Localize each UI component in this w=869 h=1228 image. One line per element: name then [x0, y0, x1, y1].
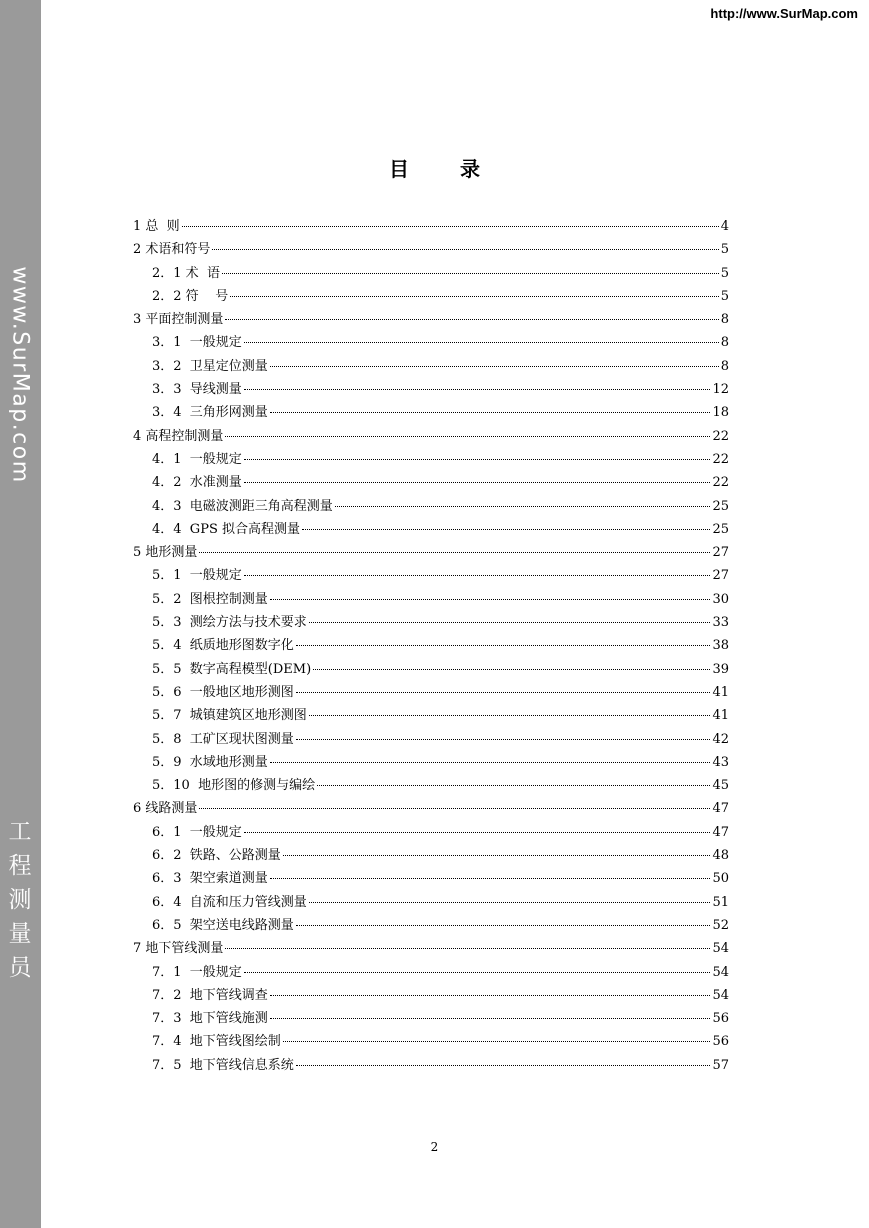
toc-entry-page: 22 [712, 475, 729, 491]
toc-entry[interactable] [133, 564, 729, 587]
table-of-contents [133, 215, 729, 1077]
toc-entry[interactable] [133, 914, 729, 937]
toc-entry[interactable] [133, 658, 729, 681]
toc-entry-label: 2．1 术 语 [152, 265, 220, 281]
sidebar-name-char: 测 [8, 887, 32, 913]
toc-entry[interactable] [133, 844, 729, 867]
toc-entry[interactable] [133, 728, 729, 751]
toc-leader-dots [244, 389, 711, 390]
toc-entry-page: 54 [712, 941, 729, 957]
toc-entry-page: 56 [712, 1011, 729, 1027]
toc-leader-dots [270, 1018, 711, 1019]
toc-entry-label: 3 平面控制测量 [133, 312, 224, 328]
toc-entry[interactable] [133, 1030, 729, 1053]
toc-leader-dots [302, 529, 710, 530]
toc-entry-label: 3．2 卫星定位测量 [152, 358, 268, 374]
toc-entry-label: 5．3 测绘方法与技术要求 [152, 615, 307, 631]
toc-entry-page: 43 [712, 754, 729, 770]
toc-entry-page: 8 [720, 358, 729, 374]
toc-entry-label: 6．5 架空送电线路测量 [152, 917, 294, 933]
toc-entry-label: 2．2 符 号 [152, 288, 229, 304]
toc-entry-page: 47 [712, 824, 729, 840]
toc-leader-dots [244, 575, 711, 576]
toc-leader-dots [225, 948, 710, 949]
toc-entry-label: 6．4 自流和压力管线测量 [152, 894, 307, 910]
toc-entry[interactable] [133, 285, 729, 308]
toc-leader-dots [244, 459, 711, 460]
toc-entry-page: 8 [720, 312, 729, 328]
sidebar-name-char: 工 [8, 819, 32, 845]
toc-leader-dots [309, 902, 711, 903]
toc-entry[interactable] [133, 518, 729, 541]
toc-leader-dots [270, 762, 711, 763]
toc-entry-page: 47 [712, 801, 729, 817]
toc-entry-page: 38 [712, 638, 729, 654]
toc-entry-page: 41 [712, 684, 729, 700]
toc-entry-label: 7．3 地下管线施测 [152, 1011, 268, 1027]
toc-entry[interactable] [133, 611, 729, 634]
toc-entry-page: 41 [712, 708, 729, 724]
toc-entry[interactable] [133, 984, 729, 1007]
toc-leader-dots [244, 972, 711, 973]
toc-entry[interactable] [133, 774, 729, 797]
header-url: http://www.SurMap.com [710, 6, 858, 21]
toc-leader-dots [270, 878, 711, 879]
toc-entry-label: 7．4 地下管线图绘制 [152, 1034, 281, 1050]
toc-entry[interactable] [133, 378, 729, 401]
toc-entry-label: 7 地下管线测量 [133, 941, 224, 957]
sidebar-name-char: 程 [8, 853, 32, 879]
toc-entry-page: 5 [720, 242, 729, 258]
toc-entry-label: 7．5 地下管线信息系统 [152, 1057, 294, 1073]
toc-entry-label: 7．2 地下管线调查 [152, 987, 268, 1003]
toc-entry[interactable] [133, 215, 729, 238]
toc-entry-page: 54 [712, 964, 729, 980]
toc-entry-label: 3．4 三角形网测量 [152, 405, 268, 421]
toc-entry-label: 6 线路测量 [133, 801, 198, 817]
toc-entry-page: 5 [720, 288, 729, 304]
toc-leader-dots [296, 925, 711, 926]
toc-entry-page: 57 [712, 1057, 729, 1073]
toc-leader-dots [283, 855, 711, 856]
toc-leader-dots [283, 1041, 711, 1042]
toc-entry-page: 27 [712, 545, 729, 561]
toc-leader-dots [225, 436, 710, 437]
page-title: 目 录 [389, 157, 502, 181]
sidebar-banner [0, 0, 41, 1228]
toc-entry-page: 56 [712, 1034, 729, 1050]
toc-entry-label: 1 总 则 [133, 219, 180, 234]
toc-entry[interactable] [133, 961, 729, 984]
toc-entry[interactable] [133, 937, 729, 960]
toc-leader-dots [244, 342, 719, 343]
toc-entry[interactable] [133, 448, 729, 471]
toc-entry[interactable] [133, 867, 729, 890]
sidebar-name-char: 员 [8, 955, 32, 981]
toc-entry[interactable] [133, 681, 729, 704]
toc-leader-dots [317, 785, 710, 786]
toc-entry-page: 39 [712, 661, 729, 677]
toc-entry-page: 25 [712, 498, 729, 514]
toc-entry-label: 3．3 导线测量 [152, 382, 242, 398]
toc-entry[interactable] [133, 634, 729, 657]
toc-leader-dots [222, 273, 719, 274]
toc-leader-dots [230, 296, 719, 297]
sidebar-name-vertical [5, 815, 35, 985]
toc-entry-label: 6．2 铁路、公路测量 [152, 848, 281, 864]
toc-leader-dots [270, 995, 711, 996]
toc-entry-page: 51 [712, 894, 729, 910]
sidebar-name-char: 量 [8, 921, 32, 947]
toc-entry-page: 18 [712, 405, 729, 421]
page-number: 2 [430, 1140, 439, 1154]
toc-entry-label: 6．3 架空索道测量 [152, 871, 268, 887]
toc-entry-page: 52 [712, 917, 729, 933]
toc-leader-dots [335, 506, 711, 507]
toc-entry[interactable] [133, 751, 729, 774]
toc-entry-label: 4 高程控制测量 [133, 428, 224, 444]
toc-entry[interactable] [133, 821, 729, 844]
toc-entry[interactable] [133, 308, 729, 331]
toc-leader-dots [296, 1065, 711, 1066]
toc-leader-dots [212, 249, 718, 250]
toc-leader-dots [182, 226, 719, 227]
toc-entry[interactable] [133, 401, 729, 424]
toc-entry-page: 42 [712, 731, 729, 747]
toc-entry-label: 5 地形测量 [133, 545, 198, 561]
toc-entry-page: 27 [712, 568, 729, 584]
toc-entry-page: 54 [712, 987, 729, 1003]
toc-leader-dots [309, 622, 711, 623]
toc-entry-label: 3．1 一般规定 [152, 335, 242, 351]
toc-leader-dots [244, 482, 711, 483]
toc-entry[interactable] [133, 331, 729, 354]
toc-entry-label: 4．1 一般规定 [152, 451, 242, 467]
toc-entry-page: 5 [720, 265, 729, 281]
toc-leader-dots [270, 366, 719, 367]
toc-entry-label: 5．6 一般地区地形测图 [152, 684, 294, 700]
toc-entry[interactable] [133, 495, 729, 518]
toc-entry-label: 5．8 工矿区现状图测量 [152, 731, 294, 747]
toc-entry[interactable] [133, 541, 729, 564]
toc-leader-dots [199, 552, 710, 553]
toc-leader-dots [270, 412, 711, 413]
sidebar-url-watermark: www.SurMap.com [7, 266, 33, 484]
toc-entry-label: 4．3 电磁波测距三角高程测量 [152, 498, 333, 514]
toc-entry[interactable] [133, 1054, 729, 1077]
toc-entry[interactable] [133, 704, 729, 727]
toc-entry-label: 5．9 水域地形测量 [152, 754, 268, 770]
toc-entry-label: 5．5 数字高程模型(DEM) [152, 661, 312, 677]
toc-entry-page: 8 [720, 335, 729, 351]
toc-leader-dots [244, 832, 711, 833]
toc-entry-label: 4．2 水准测量 [152, 475, 242, 491]
toc-leader-dots [270, 599, 711, 600]
toc-entry[interactable] [133, 262, 729, 285]
toc-entry-page: 48 [712, 848, 729, 864]
toc-entry-label: 5．2 图根控制测量 [152, 591, 268, 607]
toc-entry-page: 12 [712, 382, 729, 398]
toc-entry-page: 30 [712, 591, 729, 607]
toc-leader-dots [313, 669, 710, 670]
toc-entry-page: 22 [712, 428, 729, 444]
toc-entry[interactable] [133, 588, 729, 611]
toc-entry-page: 25 [712, 521, 729, 537]
toc-leader-dots [309, 715, 711, 716]
toc-entry-label: 5．1 一般规定 [152, 568, 242, 584]
toc-entry[interactable] [133, 425, 729, 448]
toc-entry[interactable] [133, 1007, 729, 1030]
toc-leader-dots [296, 692, 711, 693]
toc-entry-label: 4．4 GPS 拟合高程测量 [152, 521, 300, 537]
toc-entry-label: 6．1 一般规定 [152, 824, 242, 840]
toc-entry[interactable] [133, 797, 729, 820]
toc-entry[interactable] [133, 355, 729, 378]
toc-entry[interactable] [133, 891, 729, 914]
toc-entry-page: 33 [712, 615, 729, 631]
toc-entry[interactable] [133, 238, 729, 261]
toc-leader-dots [296, 739, 711, 740]
toc-entry-page: 45 [712, 778, 729, 794]
toc-leader-dots [199, 808, 710, 809]
toc-entry-label: 7．1 一般规定 [152, 964, 242, 980]
toc-entry-page: 4 [720, 219, 729, 234]
toc-entry[interactable] [133, 471, 729, 494]
toc-entry-page: 22 [712, 451, 729, 467]
toc-entry-page: 50 [712, 871, 729, 887]
toc-entry-label: 5．10 地形图的修测与编绘 [152, 778, 316, 794]
toc-leader-dots [225, 319, 718, 320]
toc-entry-label: 5．7 城镇建筑区地形测图 [152, 708, 307, 724]
toc-entry-label: 2 术语和符号 [133, 242, 211, 258]
toc-entry-label: 5．4 纸质地形图数字化 [152, 638, 294, 654]
toc-leader-dots [296, 645, 711, 646]
